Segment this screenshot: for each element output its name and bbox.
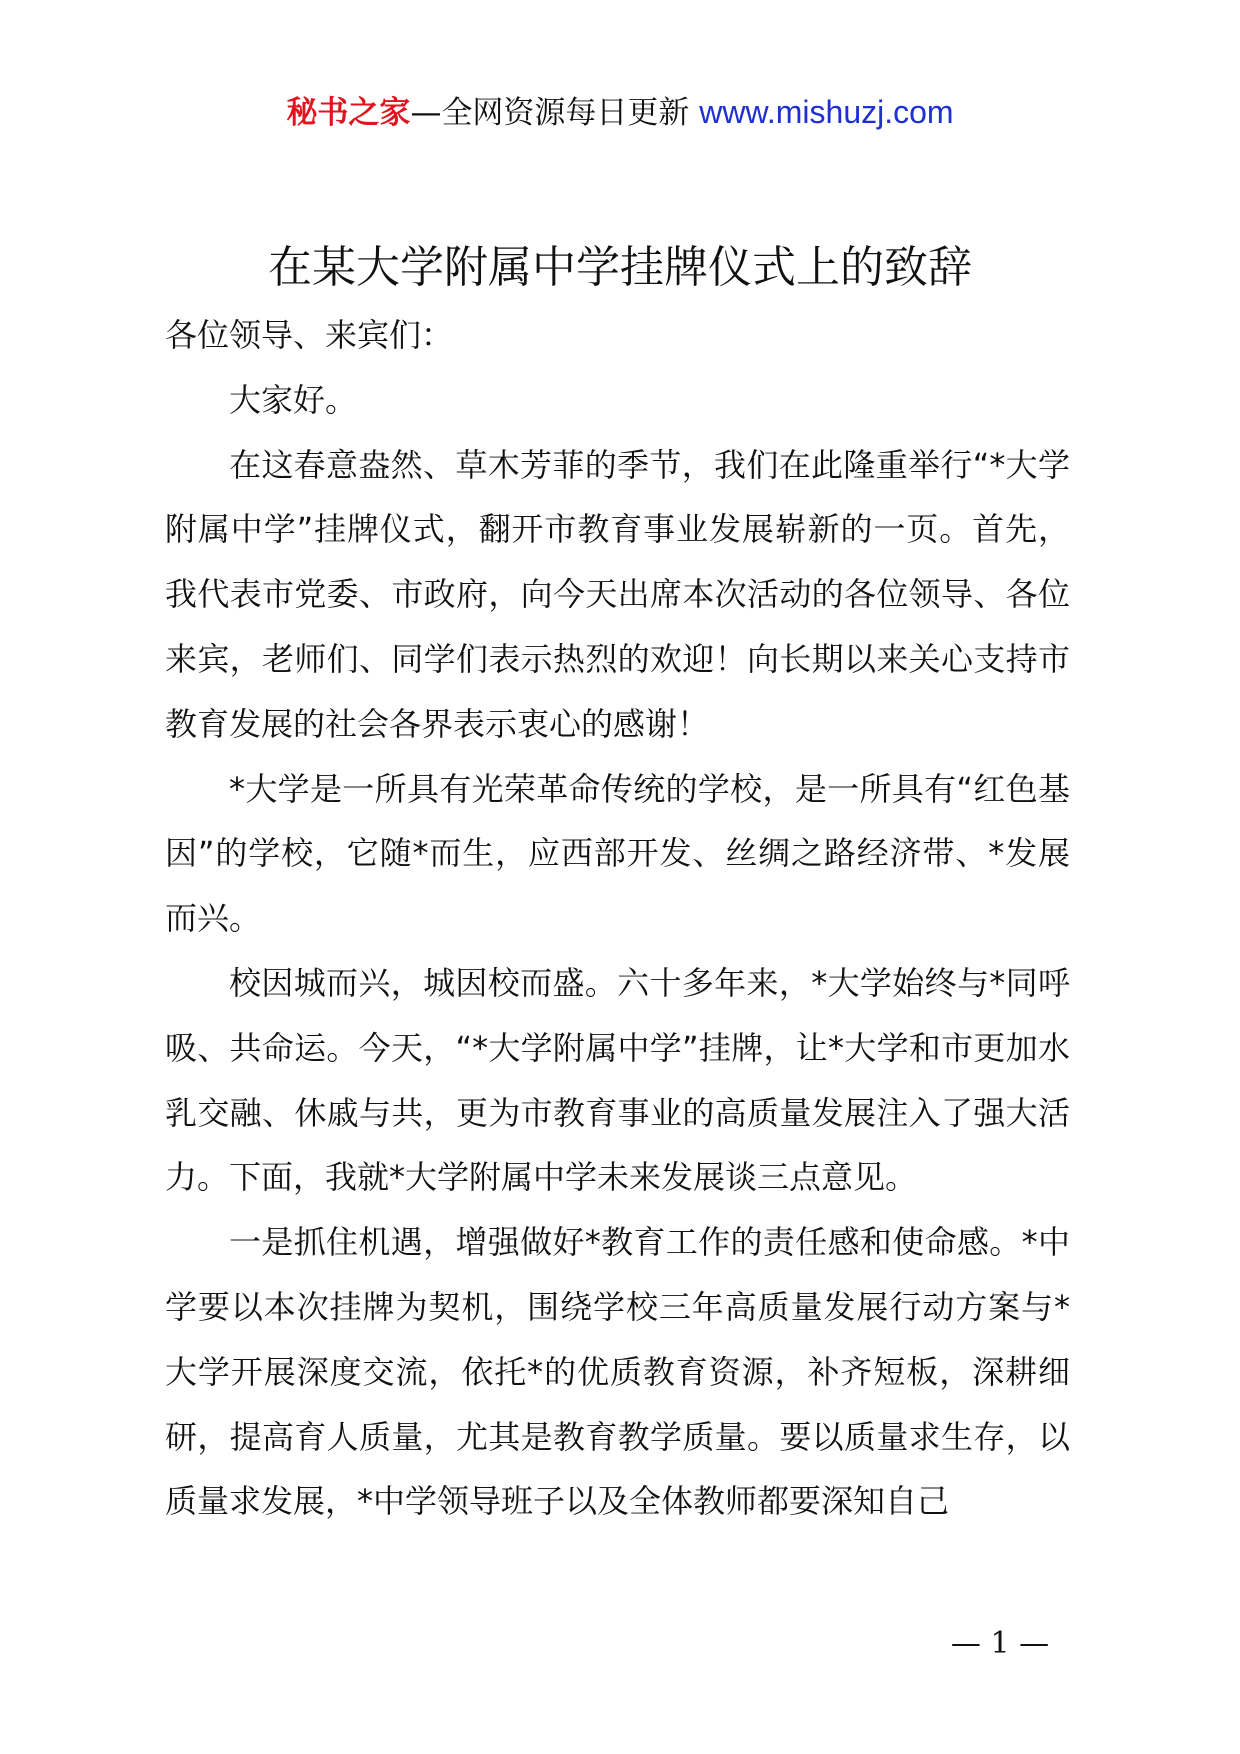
salutation: 各位领导、来宾们：	[165, 316, 454, 354]
document-body	[165, 303, 1070, 1534]
paragraph: 在这春意盎然、草木芳菲的季节，我们在此隆重举行“*大学附属中学”挂牌仪式，翻开市教育事业发展崭新的一页。首先，我代表市党委、市政府，向今天出席本次活动的各位领导、各位来宾，老师们、同学们表示热烈的欢迎！向长期以来关心支持市教育发展的社会各界表示衷心的感谢！	[165, 445, 1070, 743]
page-number: — 1 —	[950, 1626, 1050, 1661]
paragraph: 校因城而兴，城因校而盛。六十多年来，*大学始终与*同呼吸、共命运。今天，“*大学附属中学”挂牌，让*大学和市更加水乳交融、休戚与共，更为市教育事业的高质量发展注入了强大活力。下面，我就*大学附属中学未来发展谈三点意见。	[165, 963, 1070, 1197]
paragraph: *大学是一所具有光荣革命传统的学校，是一所具有“红色基因”的学校，它随*而生，应西部开发、丝绸之路经济带、*发展而兴。	[165, 769, 1070, 938]
document-title: 在某大学附属中学挂牌仪式上的致辞	[268, 242, 972, 293]
paragraph: 一是抓住机遇，增强做好*教育工作的责任感和使命感。*中学要以本次挂牌为契机，围绕学校三年高质量发展行动方案与*大学开展深度交流，依托*的优质教育资源，补齐短板，深耕细研，提高育人质量，尤其是教育教学质量。要以质量求生存，以质量求发展，*中学领导班子以及全体教师都要深知自己	[165, 1223, 1070, 1521]
brand-name: 秘书之家	[286, 95, 411, 131]
paragraph: 大家好。	[229, 380, 358, 419]
header-tagline: —全网资源每日更新	[410, 95, 700, 131]
site-url-link[interactable]: www.mishuzj.com	[699, 94, 954, 130]
site-header	[0, 92, 1240, 133]
